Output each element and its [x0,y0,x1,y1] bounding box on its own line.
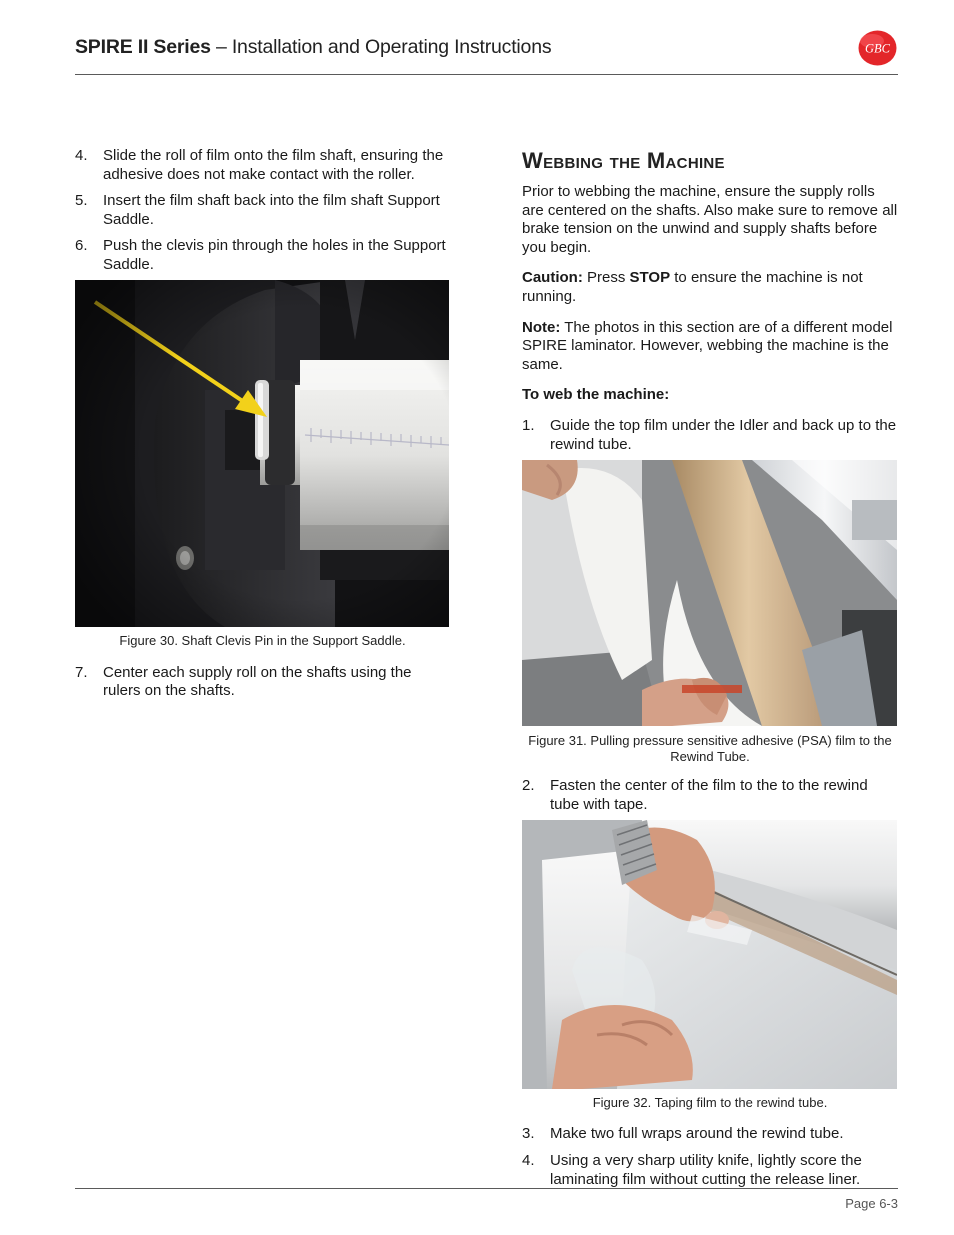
left-column [75,147,450,709]
step-item [522,777,898,814]
procedure-heading: To web the machine: [522,386,670,404]
step-text: Insert the film shaft back into the film shaft Support Saddle. [103,192,440,228]
step-text: Push the clevis pin through the holes in the Support Saddle. [103,237,446,273]
step-number: 6. [75,237,88,255]
step-text: Make two full wraps around the rewind tube. [550,1125,844,1143]
figure-30-illustration [75,280,449,627]
figure-32-illustration [522,820,897,1089]
step-number: 4. [75,147,88,164]
right-column [522,146,898,1197]
logo-text: GBC [865,41,890,56]
caution-stop-keyword: STOP [629,269,671,287]
figure-30-photo [75,280,449,627]
figure-32-caption: Figure 32. Taping film to the rewind tube. [592,1095,828,1111]
step-number: 4. [522,1151,535,1169]
step-text: Guide the top film under the Idler and back up to the rewind tube. [550,416,897,453]
caution-text-pre: Press [582,269,630,287]
figure-31-caption: Figure 31. Pulling pressure sensitive adhesive (PSA) film to the Rewind Tube. [528,733,892,765]
page-header [75,32,898,76]
caution-paragraph [522,269,898,306]
note-paragraph [522,319,898,375]
step-item [522,1125,898,1144]
caution-label: Caution: [522,269,583,287]
figure-31-illustration [522,460,897,726]
step-item [75,192,450,229]
step-number: 3. [522,1125,535,1143]
footer-rule [75,1188,898,1189]
step-number: 7. [75,663,88,681]
section-title: Webbing the Machine [522,148,725,173]
series-name: SPIRE II Series [75,36,211,58]
document-subtitle: – Installation and Operating Instructions [210,36,552,58]
intro-paragraph: Prior to webbing the machine, ensure the supply rolls are centered on the shafts. Also make sure to remove all brake tension on the unwind and supply shafts before you begin. [522,183,898,256]
step-text: Center each supply roll on the shafts using the rulers on the shafts. [103,663,412,700]
document-title [75,36,551,59]
step-number: 1. [522,416,535,434]
step-item [522,1152,898,1189]
page-number: Page 6-3 [845,1196,898,1211]
caution-text-post: to ensure the machine is not running. [522,269,863,305]
note-label: Note: [522,318,561,336]
figure-32-photo [522,820,897,1089]
step-text: Using a very sharp utility knife, lightly score the laminating film without cutting the release liner. [550,1151,862,1188]
step-number: 2. [522,777,535,795]
step-item [75,664,450,701]
step-item [75,237,450,274]
header-rule [75,74,898,75]
step-text: Slide the roll of film onto the film shaft, ensuring the adhesive does not make contact with the roller. [103,147,444,183]
step-item [522,417,898,454]
note-text: The photos in this section are of a different model SPIRE laminator. However, webbing the machine is the same. [522,318,893,373]
figure-31-photo [522,460,897,726]
gbc-logo [858,30,897,66]
step-item [75,147,450,184]
figure-30-caption: Figure 30. Shaft Clevis Pin in the Support Saddle. [119,632,406,648]
step-number: 5. [75,192,88,210]
step-text: Fasten the center of the film to the to the rewind tube with tape. [550,777,868,813]
